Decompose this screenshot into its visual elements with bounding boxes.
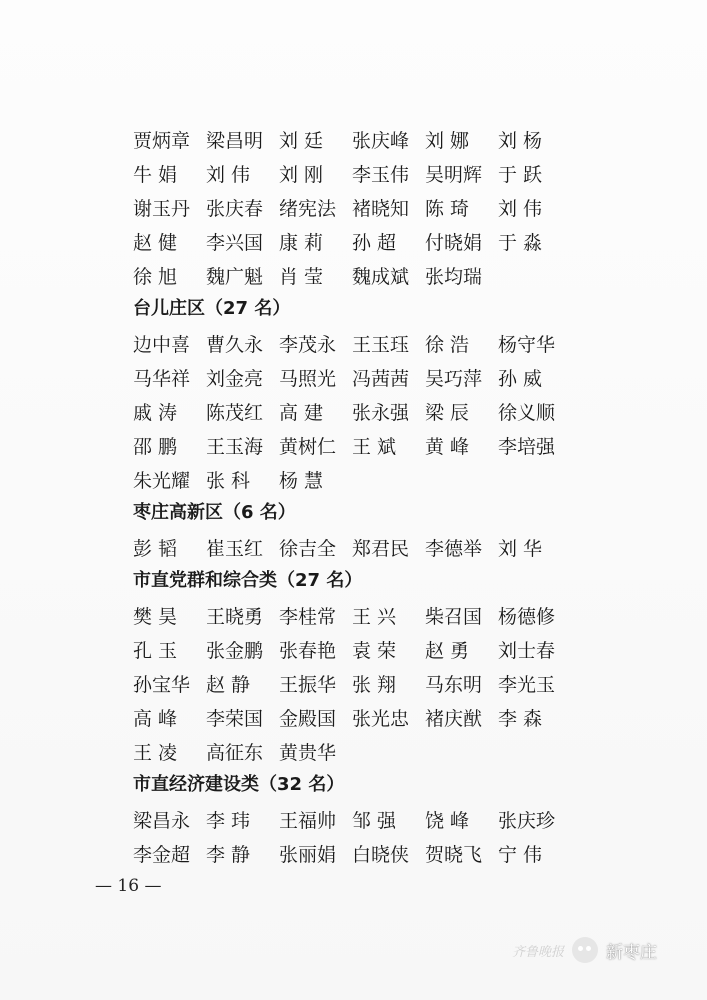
person-name: 王玉珏: [352, 333, 410, 356]
name-row: [133, 666, 573, 700]
name-row: [133, 462, 573, 496]
person-name: 张庆峰: [352, 129, 410, 152]
person-name: 孙宝华: [133, 673, 191, 696]
person-name: 崔玉红: [206, 537, 264, 560]
name-row: [133, 224, 573, 258]
person-name: 杨守华: [498, 333, 556, 356]
person-name: 贾炳章: [133, 129, 191, 152]
person-name: 高 建: [279, 401, 324, 424]
name-row: [133, 530, 573, 564]
person-name: 李金超: [133, 843, 191, 866]
person-name: 李桂常: [279, 605, 337, 628]
person-name: 张庆春: [206, 197, 264, 220]
person-name: 李 森: [498, 707, 543, 730]
name-row: [133, 122, 573, 156]
person-name: 陈茂红: [206, 401, 264, 424]
page-number: — 16 —: [95, 876, 162, 896]
person-name: 刘 伟: [498, 197, 543, 220]
person-name: 李 静: [206, 843, 251, 866]
person-name: 刘金亮: [206, 367, 264, 390]
person-name: 彭 韬: [133, 537, 178, 560]
person-name: 付晓娟: [425, 231, 483, 254]
name-row: [133, 428, 573, 462]
person-name: 刘 杨: [498, 129, 543, 152]
wechat-icon: [572, 937, 598, 963]
person-name: 戚 涛: [133, 401, 178, 424]
person-name: 邹 强: [352, 809, 397, 832]
name-row: [133, 394, 573, 428]
person-name: 马照光: [279, 367, 337, 390]
person-name: 黄 峰: [425, 435, 470, 458]
name-row: [133, 360, 573, 394]
person-name: 李荣国: [206, 707, 264, 730]
person-name: 孙 超: [352, 231, 397, 254]
person-name: 魏广魁: [206, 265, 264, 288]
person-name: 绪宪法: [279, 197, 337, 220]
person-name: 肖 莹: [279, 265, 324, 288]
person-name: 邵 鹏: [133, 435, 178, 458]
person-name: 王福帅: [279, 809, 337, 832]
person-name: 刘 刚: [279, 163, 324, 186]
person-name: 张丽娟: [279, 843, 337, 866]
person-name: 梁昌永: [133, 809, 191, 832]
person-name: 吴明辉: [425, 163, 483, 186]
person-name: 张金鹏: [206, 639, 264, 662]
person-name: 刘 华: [498, 537, 543, 560]
name-row: [133, 258, 573, 292]
person-name: 刘 娜: [425, 129, 470, 152]
person-name: 张庆珍: [498, 809, 556, 832]
person-name: 王振华: [279, 673, 337, 696]
person-name: 谢玉丹: [133, 197, 191, 220]
person-name: 郑君民: [352, 537, 410, 560]
person-name: 金殿国: [279, 707, 337, 730]
watermark-source-logo: 齐鲁晚报: [512, 944, 565, 960]
person-name: 马东明: [425, 673, 483, 696]
person-name: 孔 玉: [133, 639, 178, 662]
person-name: 李茂永: [279, 333, 337, 356]
person-name: 刘士春: [498, 639, 556, 662]
person-name: 牛 娟: [133, 163, 178, 186]
person-name: 樊 昊: [133, 605, 178, 628]
section-heading: 台儿庄区（27 名）: [133, 298, 291, 319]
person-name: 赵 健: [133, 231, 178, 254]
person-name: 王 兴: [352, 605, 397, 628]
person-name: 李 玮: [206, 809, 251, 832]
section-heading: 市直经济建设类（32 名）: [133, 774, 345, 795]
section-heading: 市直党群和综合类（27 名）: [133, 570, 363, 591]
person-name: 徐吉全: [279, 537, 337, 560]
name-row: [133, 734, 573, 768]
person-name: 于 跃: [498, 163, 543, 186]
person-name: 杨 慧: [279, 469, 324, 492]
person-name: 马华祥: [133, 367, 191, 390]
person-name: 徐 浩: [425, 333, 470, 356]
person-name: 王 凌: [133, 741, 178, 764]
person-name: 魏成斌: [352, 265, 410, 288]
person-name: 冯茜茜: [352, 367, 410, 390]
person-name: 褚庆猷: [425, 707, 483, 730]
person-name: 贺晓飞: [425, 843, 483, 866]
person-name: 赵 静: [206, 673, 251, 696]
person-name: 吴巧萍: [425, 367, 483, 390]
name-row: [133, 156, 573, 190]
person-name: 曹久永: [206, 333, 264, 356]
person-name: 杨德修: [498, 605, 556, 628]
person-name: 刘 伟: [206, 163, 251, 186]
person-name: 褚晓知: [352, 197, 410, 220]
person-name: 饶 峰: [425, 809, 470, 832]
person-name: 刘 廷: [279, 129, 324, 152]
name-row: [133, 802, 573, 836]
person-name: 徐义顺: [498, 401, 556, 424]
person-name: 高 峰: [133, 707, 178, 730]
section-heading: 枣庄高新区（6 名）: [133, 502, 296, 523]
person-name: 黄树仁: [279, 435, 337, 458]
person-name: 梁昌明: [206, 129, 264, 152]
person-name: 王晓勇: [206, 605, 264, 628]
person-name: 袁 荣: [352, 639, 397, 662]
person-name: 张永强: [352, 401, 410, 424]
person-name: 张光忠: [352, 707, 410, 730]
person-name: 赵 勇: [425, 639, 470, 662]
person-name: 于 淼: [498, 231, 543, 254]
name-row: [133, 836, 573, 870]
person-name: 张均瑞: [425, 265, 483, 288]
person-name: 柴召国: [425, 605, 483, 628]
watermark-account-name: 新枣庄: [606, 942, 658, 963]
watermark: [512, 930, 702, 970]
person-name: 李玉伟: [352, 163, 410, 186]
person-name: 王玉海: [206, 435, 264, 458]
person-name: 李光玉: [498, 673, 556, 696]
person-name: 张春艳: [279, 639, 337, 662]
person-name: 梁 辰: [425, 401, 470, 424]
person-name: 李兴国: [206, 231, 264, 254]
person-name: 王 斌: [352, 435, 397, 458]
person-name: 白晓侠: [352, 843, 410, 866]
person-name: 李德举: [425, 537, 483, 560]
name-row: [133, 632, 573, 666]
person-name: 张 科: [206, 469, 251, 492]
person-name: 朱光耀: [133, 469, 191, 492]
person-name: 张 翔: [352, 673, 397, 696]
person-name: 康 莉: [279, 231, 324, 254]
name-row: [133, 326, 573, 360]
person-name: 孙 威: [498, 367, 543, 390]
name-row: [133, 700, 573, 734]
person-name: 边中喜: [133, 333, 191, 356]
person-name: 陈 琦: [425, 197, 470, 220]
name-row: [133, 190, 573, 224]
person-name: 黄贵华: [279, 741, 337, 764]
name-row: [133, 598, 573, 632]
person-name: 李培强: [498, 435, 556, 458]
person-name: 高征东: [206, 741, 264, 764]
person-name: 宁 伟: [498, 843, 543, 866]
person-name: 徐 旭: [133, 265, 178, 288]
name-list: [133, 122, 573, 870]
